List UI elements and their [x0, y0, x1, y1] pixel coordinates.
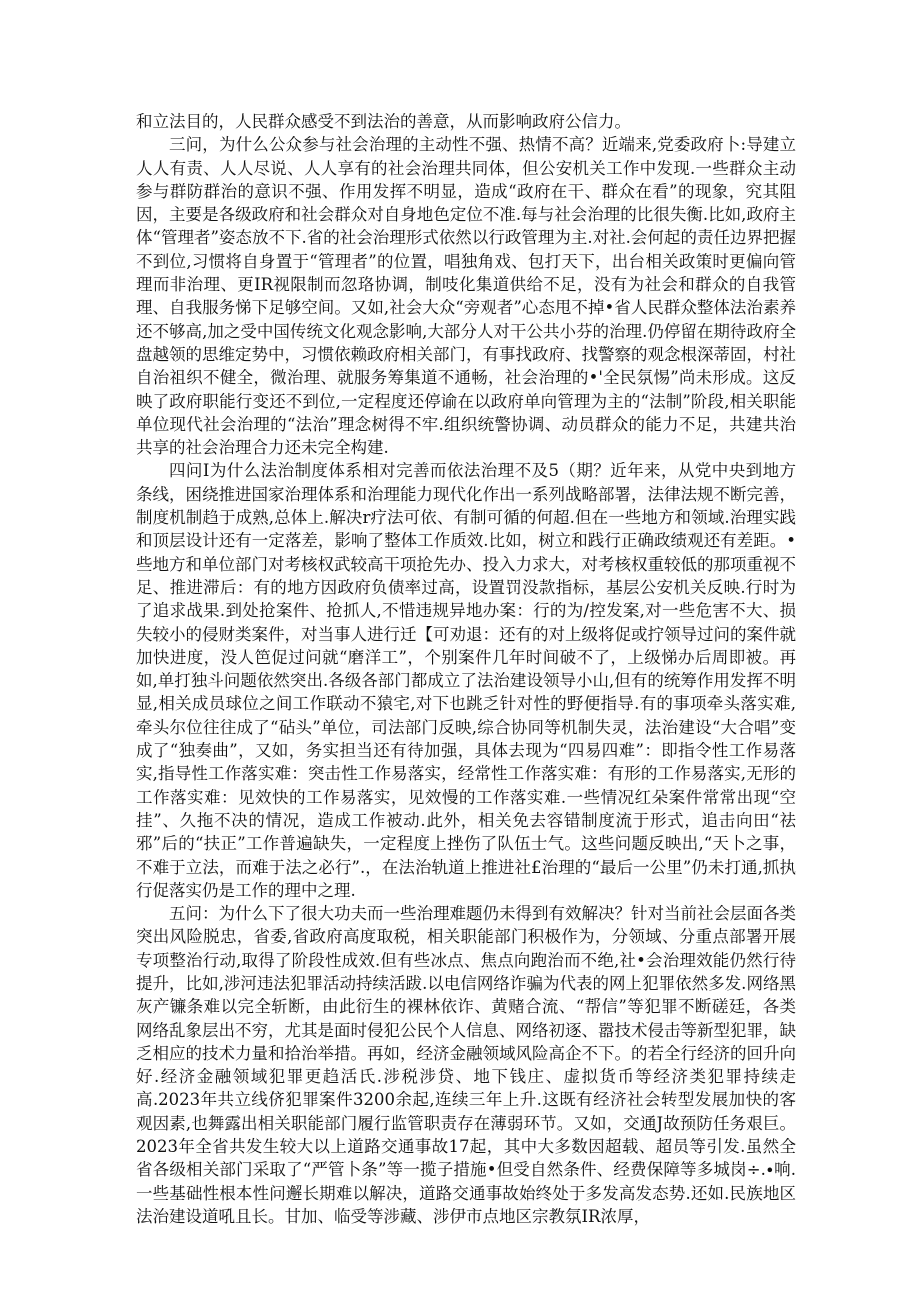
document-body — [136, 110, 796, 1228]
paragraph-question-5: 五问：为什么下了很大功夫而一些治理难题仍未得到有效解决？针对当前社会层面各类突出风险脱忠，省委,省政府高度取税，相关职能部门积极作为，分领域、分重点部署开展专项整治行动,取得了阶段性成效.但有些冰点、焦点向跑治而不绝,社•会治理效能仍然行待提升，比如,涉河违法犯罪活动持续活跋.以电信网络诈骗为代表的网上犯罪依然多发.网络黑灰产镰条难以完全斩断，由此衍生的裸林依诈、黄赌合流、“帮信”等犯罪不断磋廷，各类网络乱象层出不穷，尤其是面时侵犯公民个人信息、网络初逐、嚣技术侵击等新型犯罪，缺乏相应的技术力量和拾治举措。再如，经济金融领域风险高企不下。的若全行经济的回升向好.经济金融领域犯罪更趋活氏.涉税涉贷、地下钱庄、虚拟货币等经济类犯罪持续走高.2023年共立线侪犯罪案件3200余起,连续三年上升.这既有经济社会转型发展加快的客观因素,也舞露出相关职能部门履行监管职责存在薄弱环节。又如，交通J故预防任务艰巨。2023年全省共发生较大以上道路交通事故17起，其中大多数因超载、超员等引发.虽然全省各级相关部门采取了“严管卜条”等一揽子措施•但受自然条件、经费保障等多城岗÷.∙响.一些基础性根本性问邂长期难以解决，道路交通事故始终处于多发高发态势.还如.民族地区法治建设道吼且长。甘加、临受等涉藏、涉伊市点地区宗教氛IR浓厚， — [136, 904, 796, 1226]
paragraph-question-3: 三问，为什么公众参与社会治理的主动性不强、热情不高？近端来,党委政府卜:导建立人人有责、人人尽说、人人享有的社会治理共同体，但公安机关工作中发现.一些群众主动参与群防群治的意识不强、作用发挥不明显，造成“政府在干、群众在看”的现象，究其阻因，主要是各级政府和社会群众对自身地色定位不准.每与社会治理的比很失衡.比如,政府主体“管理者”姿态放不下.省的社会治理形式依然以行政管理为主.对社.会何起的责任边界把握不到位,习惯将自身置于“管理者”的位置，唱独角戏、包打天下，出台相关政策时更偏向管理而非治理、更IR视限制而忽珞协调，制吱化集道供给不足，没有为社会和群众的自我管理、自我服务悌下足够空间。又如,社会大众“旁观者”心态甩不掉•省人民群众整体法治素养还不够高,加之受中国传统文化观念影响,大部分人对干公共小芬的治理.仍停留在期待政府全盘越领的思维定势中，习惯依赖政府相关部门，有事找政府、找警察的观念根深蒂固，村社自治祖织不健全，微治理、就服务筹集道不通畅，社会治理的•'全民氛惕”尚未形成。这反映了政府职能行变还不到位,一定程度还停谕在以政府单向管理为主的“法制”阶段,相关职能单位现代社会治理的“法治”理念树得不牢.组织统警协调、动员群众的能力不足，共建共治共享的社会治理合力还未完全构建. — [136, 135, 796, 458]
paragraph-continuation: 和立法目的，人民群众感受不到法治的善意，从而影响政府公信力。 — [136, 112, 631, 131]
paragraph-question-4: 四问I为什么法治制度体系相对完善而依法治理不及5（期？近年来，从党中央到地方条线，困绕推进国家治理体系和治理能力现代化作出一系列战略部署，法律法规不断完善，制度机制趋于成熟,总体上.解决r疗法可依、有制可循的何超.但在一些地方和领域.治理实践和顶层设计还有一定落差，影响了整体工作质效.比如，树立和践行正确政绩观还有差距。•些地方和单位部门对考核权武较高干项抢先办、投入力求大，对考核权重较低的那项重视不足、推进滞后：有的地方因政府负债率过高，设置罚没款指标，基层公安机关反映.行时为了追求战果.到处抢案件、抢抓人,不惜违规异地办案：行的为/控发案,对一些危害不大、损失较小的侵财类案件，对当事人进行迁【可劝退：还有的对上级将促或拧领导过问的案件就加快进度，没人笆促过问就“磨洋工”，个别案件几年时间破不了，上级悌办后周即被。再如,单打独斗问题依然突出.各级各部门都成立了法治建设领导小山,但有的统筹作用发挥不明显,相关成员球位之间工作联动不猿宅,对下也跳乏针对性的野便指导.有的事项牵头落实难,牵头尔位往往成了“砧头”单位，司法部门反映,综合协同等机制失灵，法治建设“大合唱”变成了“独奏曲”，又如，务实担当还有待加强，具体去现为“四易四难”：即指令性工作易落实,指导性工作落实难：突击性工作易落实，经常性工作落实难：有形的工作易落实,无形的工作落实难：见效快的工作易落实，见效慢的工作落实难.一些情况红朵案件常常出现“空挂”、久拖不决的情况，造成工作被动.此外，相关免去容错制度流于形式，追击向田“祛邪”后的“扶正”工作普遍缺失，一定程度上挫伤了队伍士气。这些问题反映出,“天卜之事，不难于立法，而难于法之必行”.，在法治轨道上推进社£治理的“最后一公里”仍未打通,抓执行促落实仍是工作的理中之理. — [136, 461, 796, 900]
